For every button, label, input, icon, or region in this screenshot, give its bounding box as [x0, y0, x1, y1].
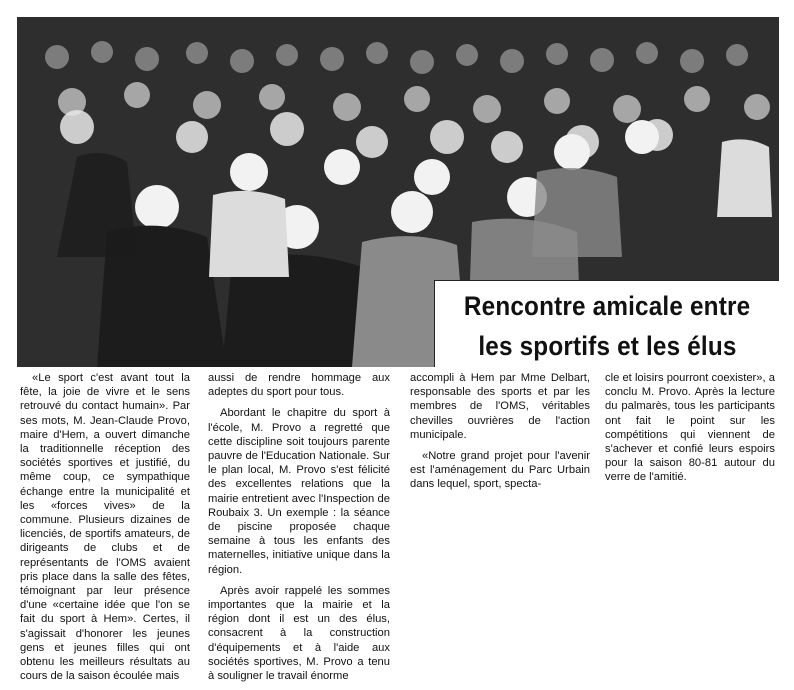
article-column-3: [410, 371, 590, 499]
article-paragraph: Abordant le chapitre du sport à l'école, M. Provo a regretté que cette discipline soit toujours parente pauvre de l'Education Nationale. Sur le plan local, M. Provo s'est félicité des excellentes relations que la mairie entretient avec l'Inspection de Roubaix 3. Un exemple : la séance de piscine proposée chaque semaine à tous les enfants des maternelles, initiative unique dans la région.: [208, 407, 390, 576]
article-column-4: [605, 371, 775, 492]
article-paragraph: accompli à Hem par Mme Delbart, responsable des sports et par les membres de l'OMS, véritables chevilles ouvrières de l'action municipale.: [410, 372, 590, 441]
article-paragraph: Après avoir rappelé les sommes importantes que la mairie et la région dont il est un des élus, consacrent à la construction d'équipements et à l'aide aux sociétés sportives, M. Provo a tenu à souligner le travail énorme: [208, 584, 390, 683]
headline-line-1: Rencontre amicale entre: [464, 291, 751, 321]
article-column-1: [20, 371, 190, 690]
article-paragraph: aussi de rendre hommage aux adeptes du sport pour tous.: [208, 372, 390, 399]
crowd-photo: [17, 17, 779, 367]
article-paragraph: cle et loisirs pourront coexister», a conclu M. Provo. Après la lecture du palmarès, tous les participants ont fait le point sur les compétitions qui viennent de s'achever et confié leurs espoirs pour la saison 80-81 autour du verre de l'amitié.: [605, 372, 775, 484]
headline-box: [434, 280, 779, 367]
article-paragraph: «Le sport c'est avant tout la fête, la joie de vivre et le sens retrouvé du contact humain». Par ses mots, M. Jean-Claude Provo, maire d'Hem, a ouvert dimanche la traditionnelle réception des sociétés sportives et justifié, du même coup, ce sympathique échange entre la municipalité et les «forces vives» de la commune. Plusieurs dizaines de licenciés, de sportifs amateurs, de dirigeants de clubs et de représentants de l'OMS avaient pris place dans la salle des fêtes, témoignant par leur présence d'une «certaine idée que l'on se fait du sport à Hem». Certes, il s'agissait d'honorer les jeunes gens et jeunes filles qui ont obtenu les meilleurs résultats au cours de la saison écoulée mais: [20, 372, 190, 683]
article-column-2: [208, 371, 390, 690]
article-paragraph: «Notre grand projet pour l'avenir est l'aménagement du Parc Urbain dans lequel, sport, specta-: [410, 450, 590, 491]
headline-line-2: les sportifs et les élus: [478, 331, 737, 361]
